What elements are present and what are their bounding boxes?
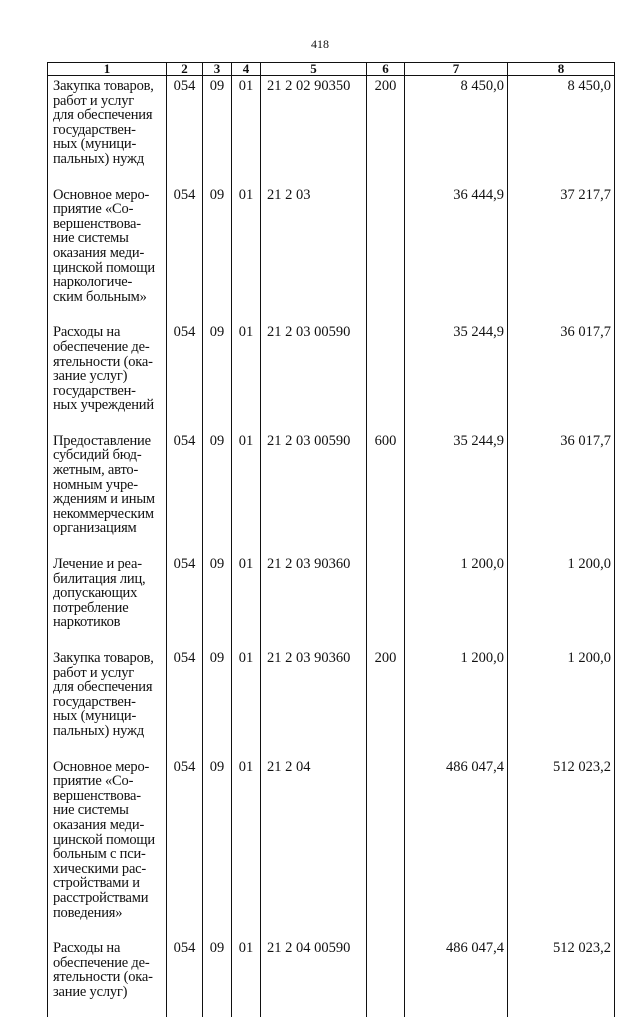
row-name-line: работ и услуг — [53, 94, 164, 109]
row-name-cell — [48, 757, 167, 939]
row-name-line: потребление — [53, 601, 164, 616]
row-name-cell — [48, 322, 167, 431]
expense-type-code-cell: 600 — [367, 431, 405, 554]
row-name-line: Расходы на — [53, 941, 164, 956]
expense-type-code-cell: 200 — [367, 76, 405, 185]
table-row — [48, 554, 615, 648]
row-name-line: обеспечение де- — [53, 340, 164, 355]
row-name-line: ждениям и иным — [53, 492, 164, 507]
row-name-line: наркологиче- — [53, 275, 164, 290]
table-row — [48, 648, 615, 757]
row-name-line: государствен- — [53, 695, 164, 710]
row-name-line: Основное меро- — [53, 188, 164, 203]
expense-type-code-cell — [367, 185, 405, 323]
ministry-code-cell: 054 — [167, 554, 203, 648]
table-row — [48, 185, 615, 323]
amount-year-1-cell: 35 244,9 — [405, 431, 508, 554]
row-name-line: пальных) нужд — [53, 152, 164, 167]
row-name-line: обеспечение де- — [53, 956, 164, 971]
expense-type-code-cell — [367, 554, 405, 648]
amount-year-2-cell: 36 017,7 — [508, 431, 615, 554]
ministry-code-cell: 054 — [167, 757, 203, 939]
expense-type-code-cell — [367, 322, 405, 431]
subsection-code-cell: 01 — [232, 648, 261, 757]
row-name-cell — [48, 431, 167, 554]
row-name-line: Предоставление — [53, 434, 164, 449]
amount-year-2-cell: 1 200,0 — [508, 554, 615, 648]
table-row — [48, 938, 615, 1017]
ministry-code-cell: 054 — [167, 431, 203, 554]
row-name-line: для обеспечения — [53, 108, 164, 123]
table-row — [48, 76, 615, 185]
section-code-cell: 09 — [203, 185, 232, 323]
row-name-cell — [48, 648, 167, 757]
target-item-code-cell: 21 2 03 00590 — [261, 431, 367, 554]
column-header-3: 3 — [203, 63, 232, 76]
row-name-line: билитация лиц, — [53, 572, 164, 587]
row-name-line: допускающих — [53, 586, 164, 601]
row-name-line: ных (муници- — [53, 137, 164, 152]
section-code-cell: 09 — [203, 757, 232, 939]
row-name-line: государствен- — [53, 123, 164, 138]
amount-year-2-cell: 8 450,0 — [508, 76, 615, 185]
amount-year-1-cell: 8 450,0 — [405, 76, 508, 185]
target-item-code-cell: 21 2 03 90360 — [261, 648, 367, 757]
column-header-4: 4 — [232, 63, 261, 76]
subsection-code-cell: 01 — [232, 938, 261, 1017]
amount-year-2-cell: 512 023,2 — [508, 757, 615, 939]
subsection-code-cell: 01 — [232, 757, 261, 939]
row-name-line: хическими рас- — [53, 862, 164, 877]
row-name-line: государствен- — [53, 384, 164, 399]
target-item-code-cell: 21 2 03 — [261, 185, 367, 323]
section-code-cell: 09 — [203, 322, 232, 431]
section-code-cell: 09 — [203, 648, 232, 757]
row-name-line: жетным, авто- — [53, 463, 164, 478]
subsection-code-cell: 01 — [232, 76, 261, 185]
amount-year-2-cell: 36 017,7 — [508, 322, 615, 431]
row-name-line: поведения» — [53, 906, 164, 921]
row-name-line: цинской помощи — [53, 261, 164, 276]
row-name-line: вершенствова- — [53, 217, 164, 232]
row-name-line: некоммерческим — [53, 507, 164, 522]
amount-year-2-cell: 512 023,2 — [508, 938, 615, 1017]
ministry-code-cell: 054 — [167, 648, 203, 757]
row-name-line: работ и услуг — [53, 666, 164, 681]
row-name-line: цинской помощи — [53, 833, 164, 848]
row-name-line: ятельности (ока- — [53, 970, 164, 985]
column-header-8: 8 — [508, 63, 615, 76]
ministry-code-cell: 054 — [167, 76, 203, 185]
amount-year-1-cell: 35 244,9 — [405, 322, 508, 431]
ministry-code-cell: 054 — [167, 185, 203, 323]
column-header-2: 2 — [167, 63, 203, 76]
row-name-line: организациям — [53, 521, 164, 536]
budget-table — [47, 62, 615, 1017]
row-name-line: оказания меди- — [53, 818, 164, 833]
row-name-line: зание услуг) — [53, 985, 164, 1000]
subsection-code-cell: 01 — [232, 322, 261, 431]
expense-type-code-cell — [367, 938, 405, 1017]
amount-year-1-cell: 486 047,4 — [405, 757, 508, 939]
section-code-cell: 09 — [203, 431, 232, 554]
column-header-5: 5 — [261, 63, 367, 76]
target-item-code-cell: 21 2 02 90350 — [261, 76, 367, 185]
row-name-line: субсидий бюд- — [53, 448, 164, 463]
ministry-code-cell: 054 — [167, 322, 203, 431]
row-name-line: ных учреждений — [53, 398, 164, 413]
row-name-cell — [48, 938, 167, 1017]
expense-type-code-cell — [367, 757, 405, 939]
row-name-line: оказания меди- — [53, 246, 164, 261]
row-name-cell — [48, 554, 167, 648]
column-header-6: 6 — [367, 63, 405, 76]
amount-year-2-cell: 37 217,7 — [508, 185, 615, 323]
amount-year-1-cell: 1 200,0 — [405, 554, 508, 648]
section-code-cell: 09 — [203, 76, 232, 185]
table-row — [48, 757, 615, 939]
row-name-line: приятие «Со- — [53, 202, 164, 217]
row-name-line: Лечение и реа- — [53, 557, 164, 572]
amount-year-1-cell: 486 047,4 — [405, 938, 508, 1017]
row-name-cell — [48, 76, 167, 185]
table-row — [48, 322, 615, 431]
row-name-line: Закупка товаров, — [53, 651, 164, 666]
target-item-code-cell: 21 2 03 90360 — [261, 554, 367, 648]
row-name-line: Расходы на — [53, 325, 164, 340]
subsection-code-cell: 01 — [232, 554, 261, 648]
row-name-line: ским больным» — [53, 290, 164, 305]
target-item-code-cell: 21 2 03 00590 — [261, 322, 367, 431]
row-name-line: ятельности (ока- — [53, 355, 164, 370]
ministry-code-cell: 054 — [167, 938, 203, 1017]
row-name-line: расстройствами — [53, 891, 164, 906]
table-header-row — [48, 63, 615, 76]
amount-year-1-cell: 36 444,9 — [405, 185, 508, 323]
row-name-line: приятие «Со- — [53, 774, 164, 789]
row-name-line: вершенствова- — [53, 789, 164, 804]
expense-type-code-cell: 200 — [367, 648, 405, 757]
row-name-line: Основное меро- — [53, 760, 164, 775]
row-name-line: Закупка товаров, — [53, 79, 164, 94]
amount-year-1-cell: 1 200,0 — [405, 648, 508, 757]
subsection-code-cell: 01 — [232, 185, 261, 323]
page-number: 418 — [0, 37, 640, 52]
row-name-line: ние системы — [53, 231, 164, 246]
target-item-code-cell: 21 2 04 — [261, 757, 367, 939]
table-body — [48, 76, 615, 1017]
section-code-cell: 09 — [203, 554, 232, 648]
column-header-7: 7 — [405, 63, 508, 76]
row-name-line: стройствами и — [53, 876, 164, 891]
row-name-line: для обеспечения — [53, 680, 164, 695]
row-name-line: ние системы — [53, 803, 164, 818]
amount-year-2-cell: 1 200,0 — [508, 648, 615, 757]
row-name-cell — [48, 185, 167, 323]
row-name-line: ных (муници- — [53, 709, 164, 724]
section-code-cell: 09 — [203, 938, 232, 1017]
subsection-code-cell: 01 — [232, 431, 261, 554]
row-name-line: зание услуг) — [53, 369, 164, 384]
row-name-line: номным учре- — [53, 478, 164, 493]
target-item-code-cell: 21 2 04 00590 — [261, 938, 367, 1017]
row-name-line: наркотиков — [53, 615, 164, 630]
table-row — [48, 431, 615, 554]
row-name-line: больным с пси- — [53, 847, 164, 862]
column-header-1: 1 — [48, 63, 167, 76]
row-name-line: пальных) нужд — [53, 724, 164, 739]
